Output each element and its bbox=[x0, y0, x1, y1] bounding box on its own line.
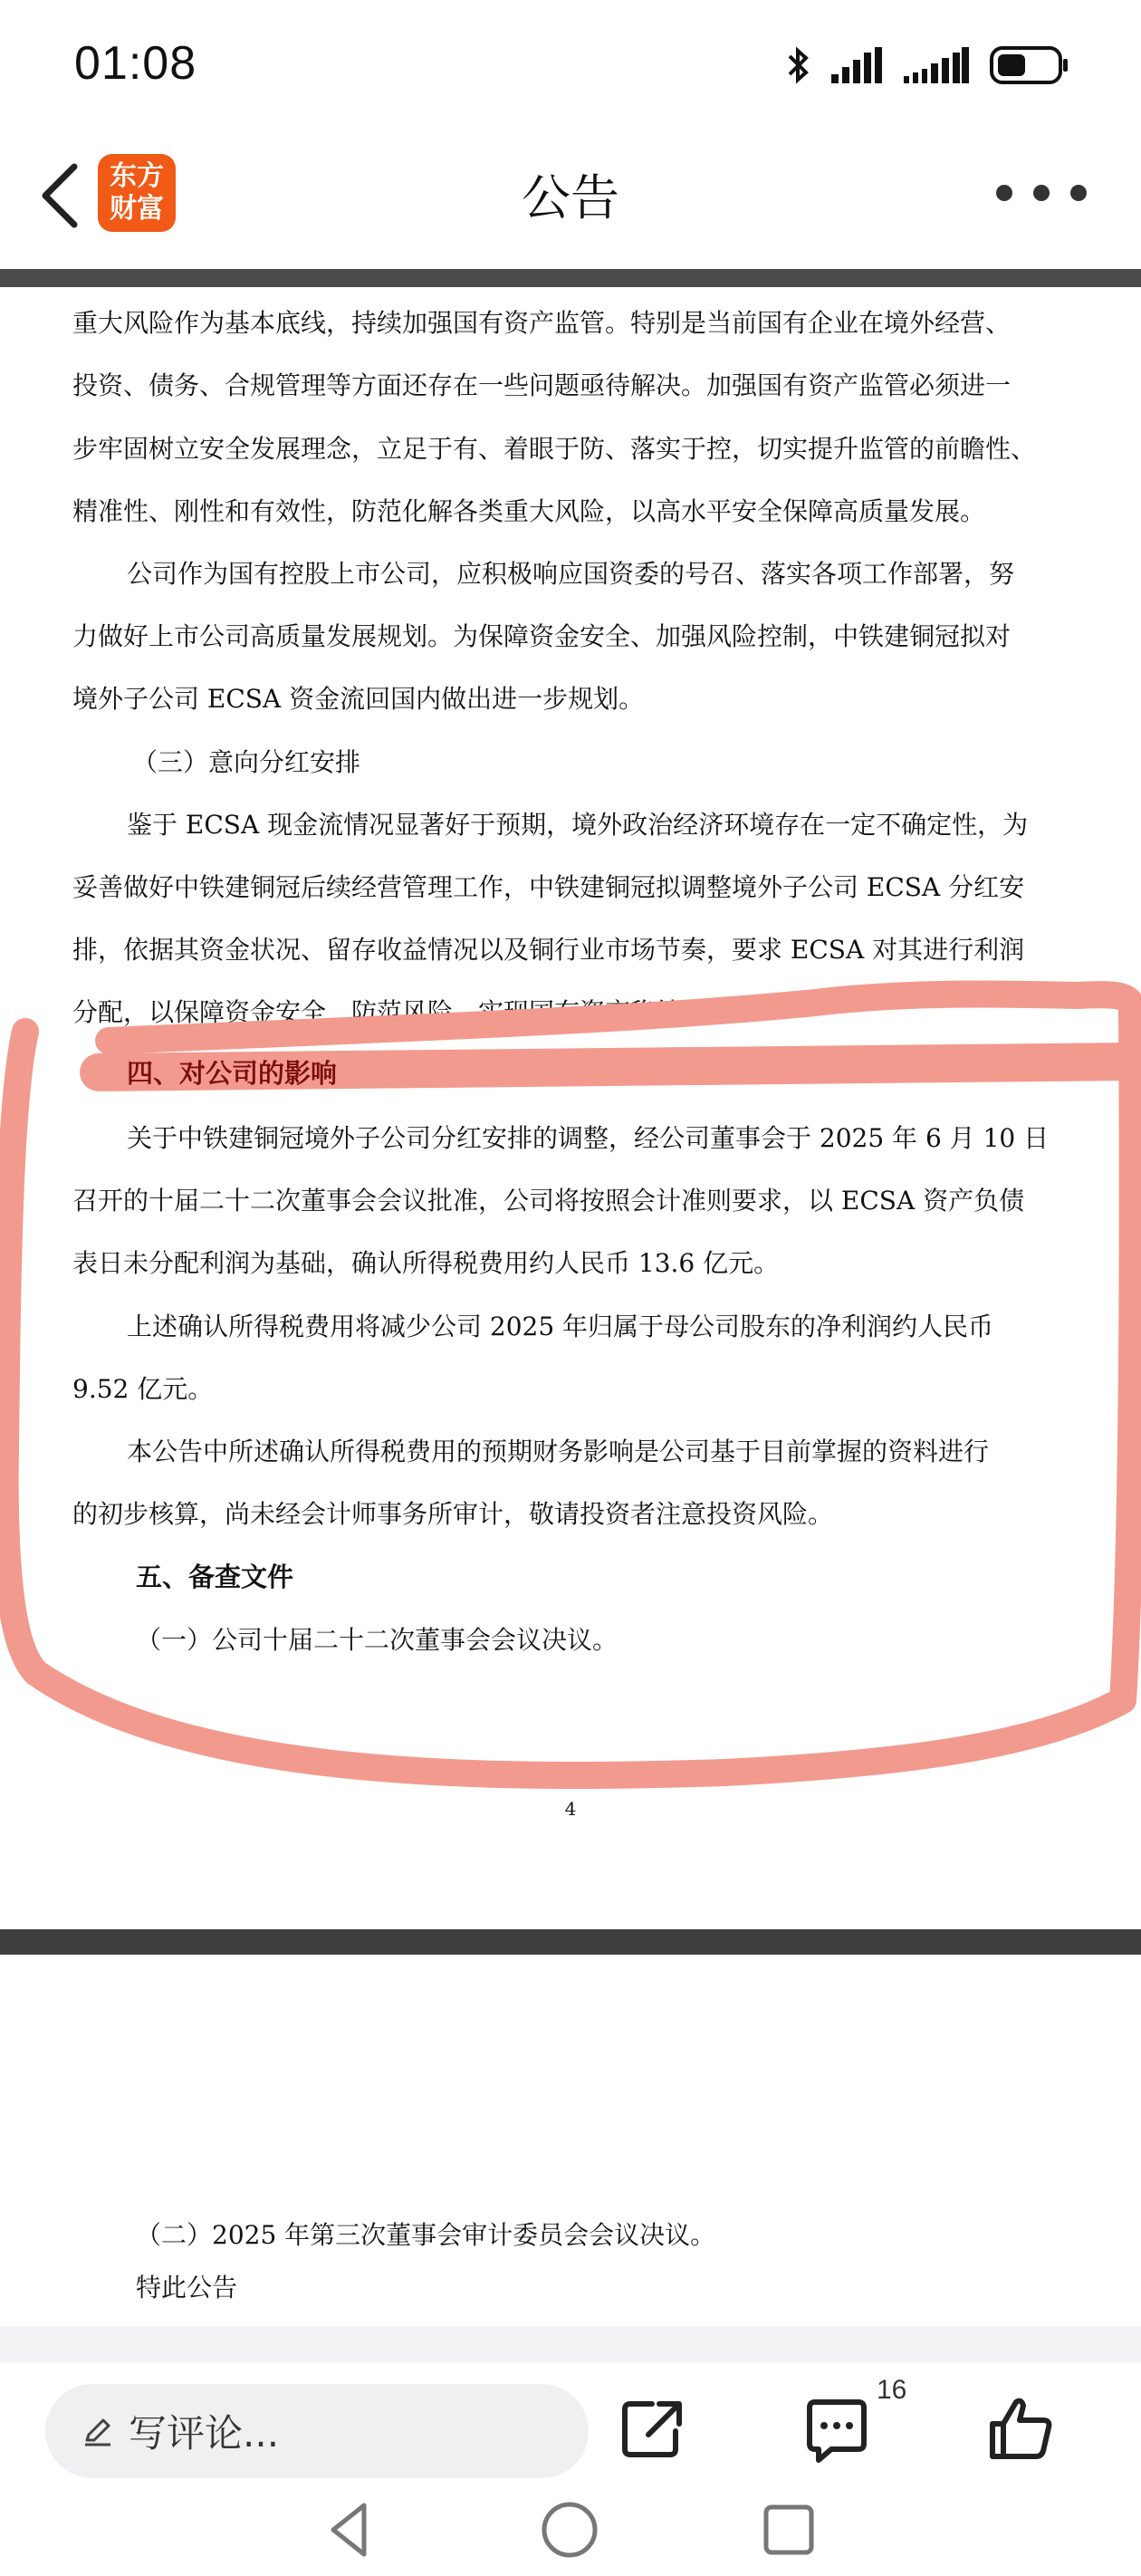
doc-line: 的初步核算，尚未经会计师事务所审计，敬请投资者注意投资风险。 bbox=[72, 1499, 834, 1529]
comment-input[interactable] bbox=[45, 2384, 589, 2478]
page-number: 4 bbox=[564, 1798, 577, 1820]
section-subheading: （三）意向分红安排 bbox=[132, 747, 361, 777]
more-dot-icon bbox=[1070, 185, 1087, 201]
doc-line: 召开的十届二十二次董事会会议批准，公司将按照会计准则要求，以 ECSA 资产负债 bbox=[72, 1186, 1025, 1216]
section-heading-files: 五、备查文件 bbox=[136, 1562, 294, 1592]
section-heading-impact: 四、对公司的影响 bbox=[127, 1058, 338, 1089]
doc-line: 公司作为国有控股上市公司，应积极响应国资委的号召、落实各项工作部署，努 bbox=[127, 559, 1015, 589]
doc-line: 特此公告 bbox=[136, 2273, 238, 2302]
nav-back-button[interactable] bbox=[319, 2498, 382, 2562]
doc-line: 9.52 亿元。 bbox=[72, 1374, 214, 1404]
status-icons bbox=[786, 45, 1070, 85]
cell-signal-icon bbox=[831, 47, 884, 83]
thumbs-up-icon bbox=[985, 2393, 1058, 2465]
nav-home-button[interactable] bbox=[538, 2498, 601, 2562]
status-time: 01:08 bbox=[74, 37, 197, 90]
nav-recents-button[interactable] bbox=[757, 2498, 820, 2562]
document-page-2[interactable] bbox=[0, 1955, 1141, 2326]
doc-line: 分配，以保障资金安全，防范风险，实现国有资产稳健增值。 bbox=[72, 997, 758, 1027]
battery-icon bbox=[989, 45, 1070, 85]
header-divider bbox=[0, 269, 1141, 287]
cell-signal-2-icon bbox=[904, 47, 969, 83]
logo-line2: 财富 bbox=[110, 193, 164, 225]
more-dot-icon bbox=[996, 185, 1012, 201]
like-button[interactable] bbox=[985, 2393, 1058, 2465]
doc-line: （二）2025 年第三次董事会审计委员会会议决议。 bbox=[136, 2220, 716, 2250]
document-page[interactable] bbox=[0, 287, 1141, 1927]
triangle-back-icon bbox=[319, 2498, 382, 2562]
doc-line: 投资、债务、合规管理等方面还存在一些问题亟待解决。加强国有资产监管必须进一 bbox=[72, 370, 1012, 400]
doc-line: 表日未分配利润为基础，确认所得税费用约人民币 13.6 亿元。 bbox=[72, 1248, 780, 1278]
logo-line1: 东方 bbox=[110, 160, 164, 192]
doc-line: （一）公司十届二十二次董事会会议决议。 bbox=[136, 1625, 618, 1655]
doc-line: 妥善做好中铁建铜冠后续经营管理工作，中铁建铜冠拟调整境外子公司 ECSA 分红安 bbox=[72, 872, 1025, 902]
page-title: 公告 bbox=[522, 169, 619, 226]
doc-line: 境外子公司 ECSA 资金流回国内做出进一步规划。 bbox=[72, 684, 645, 714]
doc-line: 力做好上市公司高质量发展规划。为保障资金安全、加强风险控制，中铁建铜冠拟对 bbox=[72, 621, 1012, 651]
comment-bubble-icon bbox=[801, 2395, 873, 2467]
doc-line: 鉴于 ECSA 现金流情况显著好于预期，境外政治经济环境存在一定不确定性，为 bbox=[127, 810, 1029, 840]
pencil-icon bbox=[82, 2415, 114, 2447]
circle-home-icon bbox=[538, 2498, 601, 2562]
doc-line: 步牢固树立安全发展理念，立足于有、着眼于防、落实于控，切实提升监管的前瞻性、 bbox=[72, 434, 1037, 464]
doc-line: 排，依据其资金状况、留存收益情况以及铜行业市场节奏，要求 ECSA 对其进行利润 bbox=[72, 935, 1025, 965]
comment-placeholder: 写评论... bbox=[129, 2411, 280, 2456]
square-recents-icon bbox=[757, 2498, 820, 2562]
doc-line: 精准性、刚性和有效性，防范化解各类重大风险，以高水平安全保障高质量发展。 bbox=[72, 496, 986, 526]
doc-line: 重大风险作为基本底线，持续加强国有资产监管。特别是当前国有企业在境外经营、 bbox=[72, 308, 1012, 338]
comment-count-badge: 16 bbox=[877, 2375, 907, 2405]
doc-line: 关于中铁建铜冠境外子公司分红安排的调整，经公司董事会于 2025 年 6 月 10 日 bbox=[127, 1123, 1050, 1153]
more-options-button[interactable] bbox=[996, 179, 1087, 207]
bluetooth-icon bbox=[786, 45, 811, 85]
more-dot-icon bbox=[1033, 185, 1050, 201]
comments-button[interactable] bbox=[801, 2395, 873, 2467]
share-icon bbox=[618, 2393, 690, 2465]
share-button[interactable] bbox=[618, 2393, 690, 2465]
page-separator bbox=[0, 1929, 1141, 1955]
highlight-annotation bbox=[0, 287, 1141, 1827]
toolbar-divider bbox=[0, 2326, 1141, 2362]
doc-line: 本公告中所述确认所得税费用的预期财务影响是公司基于目前掌握的资料进行 bbox=[127, 1437, 990, 1466]
doc-line: 上述确认所得税费用将减少公司 2025 年归属于母公司股东的净利润约人民币 bbox=[127, 1312, 994, 1341]
